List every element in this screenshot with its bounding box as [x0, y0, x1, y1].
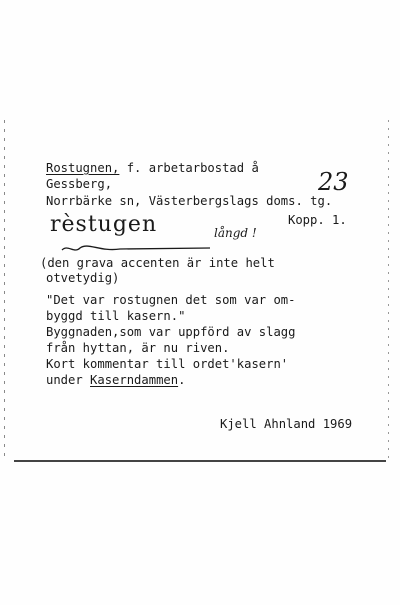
header-line-1 — [46, 161, 259, 175]
body-line-6: från hyttan, är nu riven. — [46, 341, 230, 355]
card-left-edge — [4, 120, 5, 460]
headword-definition: f. arbetarbostad å — [119, 161, 259, 175]
handwritten-note: långd ! — [214, 226, 257, 240]
pronunciation-squiggle — [60, 240, 230, 256]
body-line-4: byggd till kasern." — [46, 309, 186, 323]
body-line-1: (den grava accenten är inte helt — [40, 256, 275, 270]
headword: Rostugnen, — [46, 161, 120, 175]
body-line-2: otvetydig) — [46, 271, 120, 285]
body-line-3: "Det var rostugnen det som var om- — [46, 293, 296, 307]
body-line-5: Byggnaden,som var uppförd av slagg — [46, 325, 296, 339]
card-right-edge — [388, 120, 389, 460]
location-line: Norrbärke sn, Västerbergslags doms. tg. — [46, 194, 333, 208]
kopp-reference: Kopp. 1. — [288, 213, 347, 227]
body-line-8 — [46, 373, 185, 387]
last-line-prefix: under — [46, 373, 91, 387]
body-line-7: Kort kommentar till ordet'kasern' — [46, 357, 289, 371]
signature: Kjell Ahnland 1969 — [220, 417, 353, 431]
handwritten-pronunciation: rèstugen — [50, 212, 158, 237]
card-number: 23 — [318, 168, 349, 196]
underlined-place-name: Kaserndammen — [90, 373, 179, 387]
last-line-suffix: . — [178, 373, 186, 387]
card-bottom-edge — [14, 460, 386, 462]
header-line-2: Gessberg, — [46, 177, 113, 191]
